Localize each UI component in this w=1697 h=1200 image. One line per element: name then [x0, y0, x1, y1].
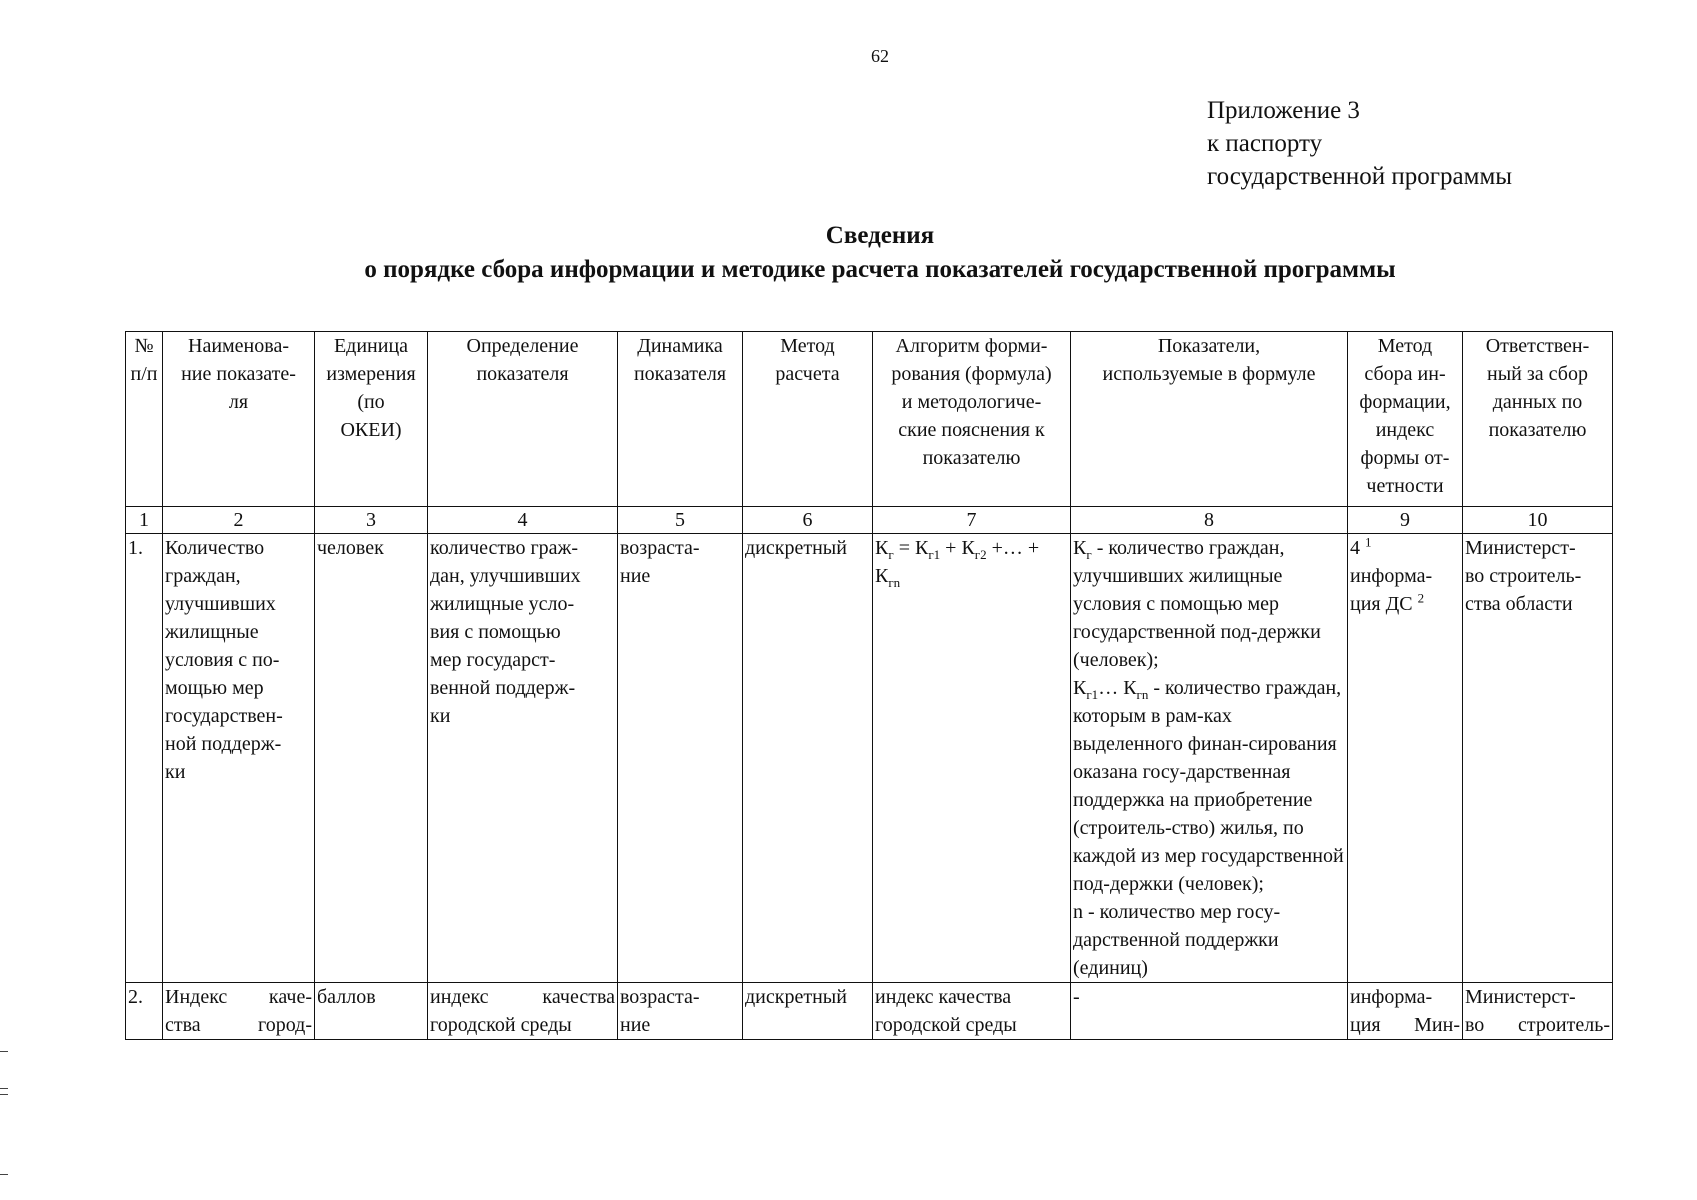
- indicator-name: Индекс каче- ства город-: [163, 983, 315, 1040]
- formula-cell: индекс качества городской среды: [873, 983, 1071, 1040]
- header-cell: Показатели, используемые в формуле: [1071, 332, 1348, 507]
- appendix-note: [1207, 94, 1512, 193]
- unit-cell: баллов: [315, 983, 428, 1040]
- table-row: [126, 534, 1613, 983]
- header-cell: Алгоритм форми- рования (формула) и методологиче- ские пояснения к показателю: [873, 332, 1071, 507]
- column-number: 10: [1463, 507, 1613, 534]
- scan-mark: [0, 1094, 8, 1095]
- collection-method-cell: информа- ция Мин-: [1348, 983, 1463, 1040]
- definition-cell: количество граж- дан, улучшивших жилищные усло- вия с помощью мер государст- венной поддерж- ки: [428, 534, 618, 983]
- table-row: [126, 983, 1613, 1040]
- column-number: 4: [428, 507, 618, 534]
- header-cell: Единица измерения (по ОКЕИ): [315, 332, 428, 507]
- column-number: 8: [1071, 507, 1348, 534]
- indicators-cell: $К_г$ - количество граждан, улучшивших жилищные условия с помощью мер государственной под-держки (человек); $К_{г1}\dots$ $К_{гn}$ - количество граждан, которым в рам-ках выделенного финан-сирования оказана госу-дарственная поддержка на приобретение (строитель-ство) жилья, по каждой из мер государственной под-держки (человек); n - количество мер госу-дарственной поддержки (единиц): [1071, 534, 1348, 983]
- method-cell: дискретный: [743, 983, 873, 1040]
- column-number-row: [126, 507, 1613, 534]
- column-number: 2: [163, 507, 315, 534]
- header-row: [126, 332, 1613, 507]
- column-number: 3: [315, 507, 428, 534]
- document-title: Сведения: [825, 222, 935, 249]
- indicators-table: [125, 331, 1613, 1040]
- row-number: 1.: [126, 534, 163, 983]
- method-cell: дискретный: [743, 534, 873, 983]
- scan-mark: [0, 1088, 8, 1089]
- responsible-cell: Министерст- во строитель- ства области: [1463, 534, 1613, 983]
- indicator-name: Количество граждан, улучшивших жилищные условия с по- мощью мер государствен- ной поддерж- ки: [163, 534, 315, 983]
- scan-mark: [0, 1051, 8, 1052]
- column-number: 9: [1348, 507, 1463, 534]
- header-cell: Наименова- ние показате- ля: [163, 332, 315, 507]
- document-subtitle: о порядке сбора информации и методике расчета показателей государственной программы: [364, 256, 1396, 283]
- column-number: 7: [873, 507, 1071, 534]
- appendix-line: к паспорту: [1207, 130, 1323, 157]
- header-cell: Определение показателя: [428, 332, 618, 507]
- column-number: 6: [743, 507, 873, 534]
- header-cell: Метод сбора ин- формации, индекс формы от- четности: [1348, 332, 1463, 507]
- dynamics-cell: возраста- ние: [618, 983, 743, 1040]
- appendix-line: государственной программы: [1207, 163, 1513, 190]
- unit-cell: человек: [315, 534, 428, 983]
- dynamics-cell: возраста- ние: [618, 534, 743, 983]
- indicators-cell: -: [1071, 983, 1348, 1040]
- header-cell: Динамика показателя: [618, 332, 743, 507]
- column-number: 5: [618, 507, 743, 534]
- header-cell: Ответствен- ный за сбор данных по показателю: [1463, 332, 1613, 507]
- header-cell: Метод расчета: [743, 332, 873, 507]
- formula-cell: $К_г = К_{г1} + К_{г2}$ +… + $К_{гn}$: [873, 534, 1071, 983]
- definition-cell: индекс качества городской среды: [428, 983, 618, 1040]
- appendix-line: Приложение 3: [1207, 97, 1360, 124]
- column-number: 1: [126, 507, 163, 534]
- scan-mark: [0, 1174, 8, 1175]
- responsible-cell: Министерст- во строитель-: [1463, 983, 1613, 1040]
- header-cell: № п/п: [126, 332, 163, 507]
- row-number: 2.: [126, 983, 163, 1040]
- collection-method-cell: 4 $^1$ информа- ция ДС $^2$: [1348, 534, 1463, 983]
- page-number: 62: [871, 46, 889, 66]
